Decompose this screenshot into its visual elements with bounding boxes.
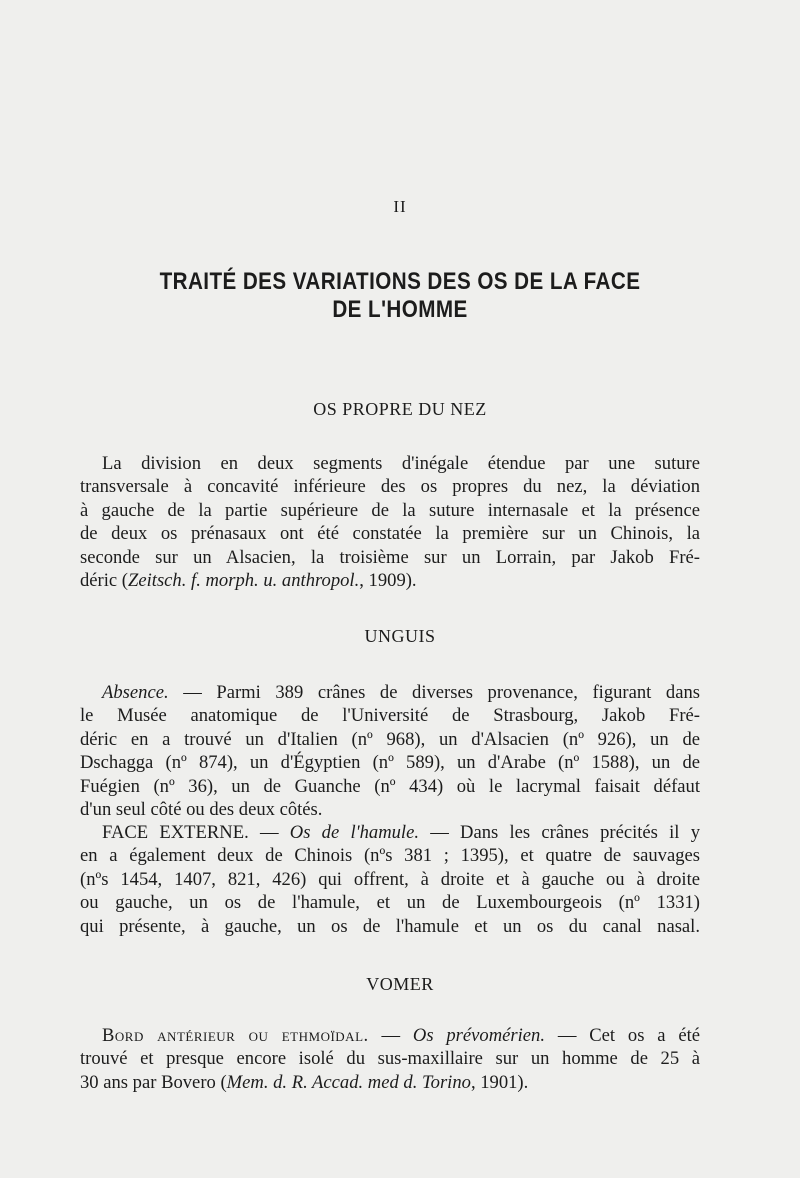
section-heading-vomer: VOMER [366, 974, 434, 994]
section-heading-unguis: UNGUIS [364, 626, 436, 646]
text-run: — Parmi 389 crânes de diverses provenance, figurant dans [168, 682, 700, 703]
text-run: déric ( [80, 570, 129, 592]
italic-term: Os prévomérien. [412, 1025, 546, 1046]
text-line: en a également deux de Chinois (nºs 381 ; 1395), et quatre de sauvages [80, 845, 700, 867]
text-run: , 1901). [470, 1071, 529, 1093]
page-number: II [393, 197, 407, 216]
lead-term: Bord antérieur ou ethmoïdal. [102, 1025, 369, 1046]
paragraph-unguis-face-externe [80, 821, 700, 938]
text-line: d'un seul côté ou des deux côtés. [80, 799, 323, 821]
title-line-2: DE L'HOMME [332, 296, 468, 323]
text-line [80, 569, 700, 592]
page-title [125, 268, 675, 324]
text-line [80, 821, 700, 844]
text-line: La division en deux segments d'inégale étendue par une suture [102, 453, 700, 474]
text-line: de deux os prénasaux ont été constatée la première sur un Chinois, la [80, 523, 700, 545]
italic-term: Os de l'hamule. [289, 822, 419, 843]
text-line: Dschagga (nº 874), un d'Égyptien (nº 589), un d'Arabe (nº 1588), un de [80, 752, 700, 774]
paragraph-nez [80, 452, 700, 592]
lead-term: Absence. [102, 682, 169, 703]
text-run: — Cet os a été [545, 1025, 700, 1046]
text-line [80, 681, 700, 704]
text-line: à gauche de la partie supérieure de la suture internasale et la présence [80, 499, 700, 521]
text-line: Fuégien (nº 36), un de Guanche (nº 434) où le lacrymal faisait défaut [80, 775, 700, 797]
text-run: — [368, 1025, 413, 1046]
text-run: , 1909). [359, 570, 417, 592]
section-heading-nez: OS PROPRE DU NEZ [313, 399, 487, 419]
text-line: qui présente, à gauche, un os de l'hamule et un os du canal nasal. [80, 915, 700, 937]
text-line: seconde sur un Alsacien, la troisième sur un Lorrain, par Jakob Fré- [80, 546, 700, 568]
text-line [80, 1024, 700, 1047]
text-line: (nºs 1454, 1407, 821, 426) qui offrent, à droite et à gauche ou à droite [80, 868, 700, 890]
text-run: — Dans les crânes précités il y [418, 822, 700, 843]
text-run: 30 ans par Bovero ( [80, 1071, 227, 1093]
text-line: trouvé et presque encore isolé du sus-maxillaire sur un homme de 25 à [80, 1048, 700, 1070]
paragraph-unguis-absence [80, 681, 700, 821]
citation: Zeitsch. f. morph. u. anthropol. [128, 570, 360, 592]
text-line: le Musée anatomique de l'Université de Strasbourg, Jakob Fré- [80, 705, 700, 727]
text-line: transversale à concavité inférieure des os propres du nez, la déviation [80, 476, 700, 498]
citation: Mem. d. R. Accad. med d. Torino [226, 1071, 471, 1093]
text-line: déric en a trouvé un d'Italien (nº 968), un d'Alsacien (nº 926), un de [80, 728, 700, 750]
text-line: ou gauche, un os de l'hamule, et un de Luxembourgeois (nº 1331) [80, 892, 700, 914]
title-line-1: TRAITÉ DES VARIATIONS DES OS DE LA FACE [159, 268, 641, 295]
paragraph-vomer [80, 1024, 700, 1094]
lead-term: FACE EXTERNE. — [102, 822, 290, 843]
text-line [80, 1071, 700, 1094]
